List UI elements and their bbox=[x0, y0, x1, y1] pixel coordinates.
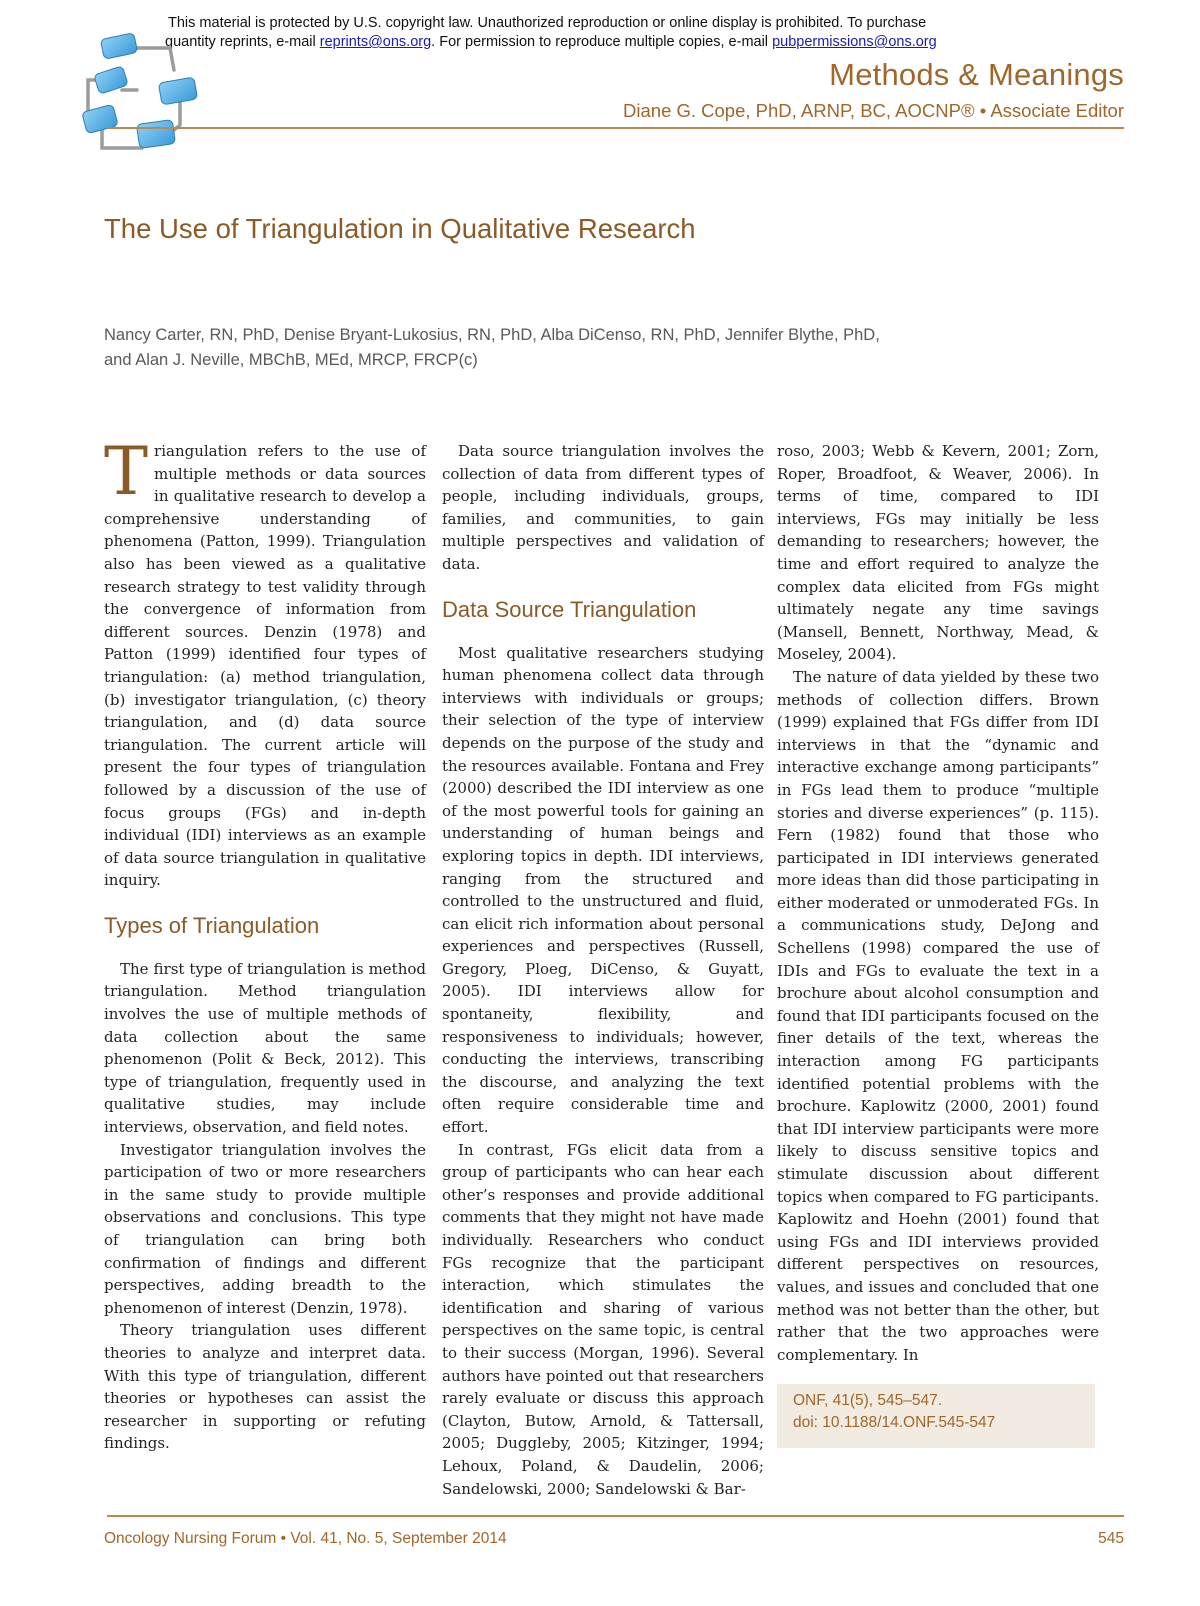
column-1 bbox=[104, 433, 426, 1455]
reprints-email-link[interactable]: reprints@ons.org bbox=[319, 34, 432, 50]
article-authors bbox=[104, 323, 1054, 373]
authors-line-1: Nancy Carter, RN, PhD, Denise Bryant-Lukosius, RN, PhD, Alba DiCenso, RN, PhD, Jennifer Blythe, PhD, bbox=[104, 326, 880, 344]
paragraph-continued: roso, 2003; Webb & Kevern, 2001; Zorn, Roper, Broadfoot, & Weaver, 2006). In terms of time, compared to IDI interviews, FGs may initially be less demanding to researchers; however, the time and effort required to analyze the complex data elicited from FGs might ultimately negate any time savings (Mansell, Bennett, Northway, Mead, & Moseley, 2004). bbox=[777, 442, 1099, 664]
intro-paragraph bbox=[104, 433, 426, 892]
citation-box bbox=[777, 1384, 1095, 1448]
paragraph-focus-groups: In contrast, FGs elicit data from a group of participants who can hear each other’s responses and provide additional comments that they might not have made individually. Researchers who conduct FGs recognize that the participant interaction, which stimulates the identification and sharing of various perspectives on the same topic, is central to their success (Morgan, 1996). Several authors have pointed out that researchers rarely evaluate or discuss this approach (Clayton, Butow, Arnold, & Tattersall, 2005; Duggleby, 2005; Kitzinger, 1994; Lehoux, Poland, & Daudelin, 2006; Sandelowski, 2000; Sandelowski & Bar- bbox=[442, 1140, 764, 1498]
section-name: Methods & Meanings bbox=[829, 57, 1124, 92]
paragraph-method-triangulation: The first type of triangulation is method triangulation. Method triangulation involves the use of multiple methods of data collection about the same phenomenon (Polit & Beck, 2012). This type of triangulation, frequently used in qualitative studies, may include interviews, observation, and field notes. bbox=[104, 959, 426, 1137]
paragraph-theory-triangulation: Theory triangulation uses different theories to analyze and interpret data. With this type of triangulation, different theories or hypotheses can assist the researcher in supporting or refuting findings. bbox=[104, 1321, 426, 1453]
heading-types-of-triangulation: Types of Triangulation bbox=[104, 912, 320, 938]
permissions-email-link[interactable]: pubpermissions@ons.org bbox=[772, 34, 937, 50]
drop-cap: T bbox=[104, 433, 149, 510]
header-rule bbox=[107, 127, 1124, 129]
paragraph-nature-of-data: The nature of data yielded by these two methods of collection differs. Brown (1999) explained that FGs differ from IDI interviews in that the “dynamic and interactive exchange among participants” in FGs lead them to produce “multiple stories and diverse experiences” (p. 115). Fern (1982) found that those who participated in IDI interviews generated more ideas than did those participating in either moderated or unmoderated FGs. In a communications study, DeJong and Schellens (1998) compared the use of IDIs and FGs to evaluate the text in a brochure about alcohol consumption and found that IDI participants focused on the finer details of the text, whereas the interaction among FG participants identified potential problems with the brochure. Kaplowitz (2000, 2001) found that IDI interview participants were more likely to discuss sensitive topics and stimulate discussion about different topics when compared to FG participants. Kaplowitz and Hoehn (2001) found that using FGs and IDI interviews provided different perspectives on resources, values, and issues and concluded that one method was not better than the other, but rather that the two approaches were complementary. In bbox=[777, 667, 1099, 1364]
footer-journal: Oncology Nursing Forum • Vol. 41, No. 5, September 2014 bbox=[104, 1530, 507, 1547]
page-number: 545 bbox=[1098, 1530, 1124, 1547]
copyright-notice bbox=[165, 14, 1045, 52]
copyright-text-a: quantity reprints, e-mail bbox=[165, 34, 320, 50]
citation-doi: doi: 10.1188/14.ONF.545-547 bbox=[793, 1414, 996, 1431]
paragraph-idi-interviews: Most qualitative researchers studying human phenomena collect data through interviews with individuals or groups; their selection of the type of interview depends on the purpose of the study and the resources available. Fontana and Frey (2000) described the IDI interview as one of the most powerful tools for gaining an understanding of human beings and exploring topics in depth. IDI interviews, ranging from the structured and controlled to the unstructured and fluid, can elicit rich information about personal experiences and perspectives (Russell, Gregory, Ploeg, DiCenso, & Guyatt, 2005). IDI interviews allow for spontaneity, flexibility, and responsiveness to individuals; however, conducting the interviews, transcribing the discourse, and analyzing the text often require considerable time and effort. bbox=[442, 643, 764, 1137]
flowchart-logo-icon bbox=[82, 30, 202, 160]
authors-line-2: and Alan J. Neville, MBChB, MEd, MRCP, FRCP(c) bbox=[104, 351, 478, 369]
column-3 bbox=[777, 440, 1099, 1366]
article-title: The Use of Triangulation in Qualitative Research bbox=[104, 213, 696, 244]
heading-data-source-triangulation: Data Source Triangulation bbox=[442, 596, 697, 622]
copyright-line-2 bbox=[165, 33, 1045, 52]
paragraph-data-source-definition: Data source triangulation involves the collection of data from different types of people, including individuals, groups, families, and communities, to gain multiple perspectives and validation of data. bbox=[442, 442, 764, 573]
column-2 bbox=[442, 440, 764, 1500]
footer-rule bbox=[107, 1515, 1124, 1517]
associate-editor: Diane G. Cope, PhD, ARNP, BC, AOCNP® • Associate Editor bbox=[623, 100, 1124, 121]
copyright-text-b: . For permission to reproduce multiple copies, e-mail bbox=[431, 34, 773, 50]
intro-text: riangulation refers to the use of multiple methods or data sources in qualitative research to develop a comprehensive understanding of phenomena (Patton, 1999). Triangulation also has been viewed as a qualitative research strategy to test validity through the convergence of information from different sources. Denzin (1978) and Patton (1999) identified four types of triangulation: (a) method triangulation, (b) investigator triangulation, (c) theory triangulation, and (d) data source triangulation. The current article will present the four types of triangulation followed by a discussion of the use of focus groups (FGs) and in-depth individual (IDI) interviews as an example of data source triangulation in qualitative inquiry. bbox=[104, 442, 426, 890]
paragraph-investigator-triangulation: Investigator triangulation involves the participation of two or more researchers in the same study to provide multiple observations and conclusions. This type of triangulation can bring both confirmation of findings and different perspectives, adding breadth to the phenomenon of interest (Denzin, 1978). bbox=[104, 1140, 426, 1317]
citation-journal: ONF, 41(5), 545–547. bbox=[793, 1392, 943, 1409]
copyright-line-1: This material is protected by U.S. copyright law. Unauthorized reproduction or online display is prohibited. To purchase bbox=[168, 15, 927, 31]
